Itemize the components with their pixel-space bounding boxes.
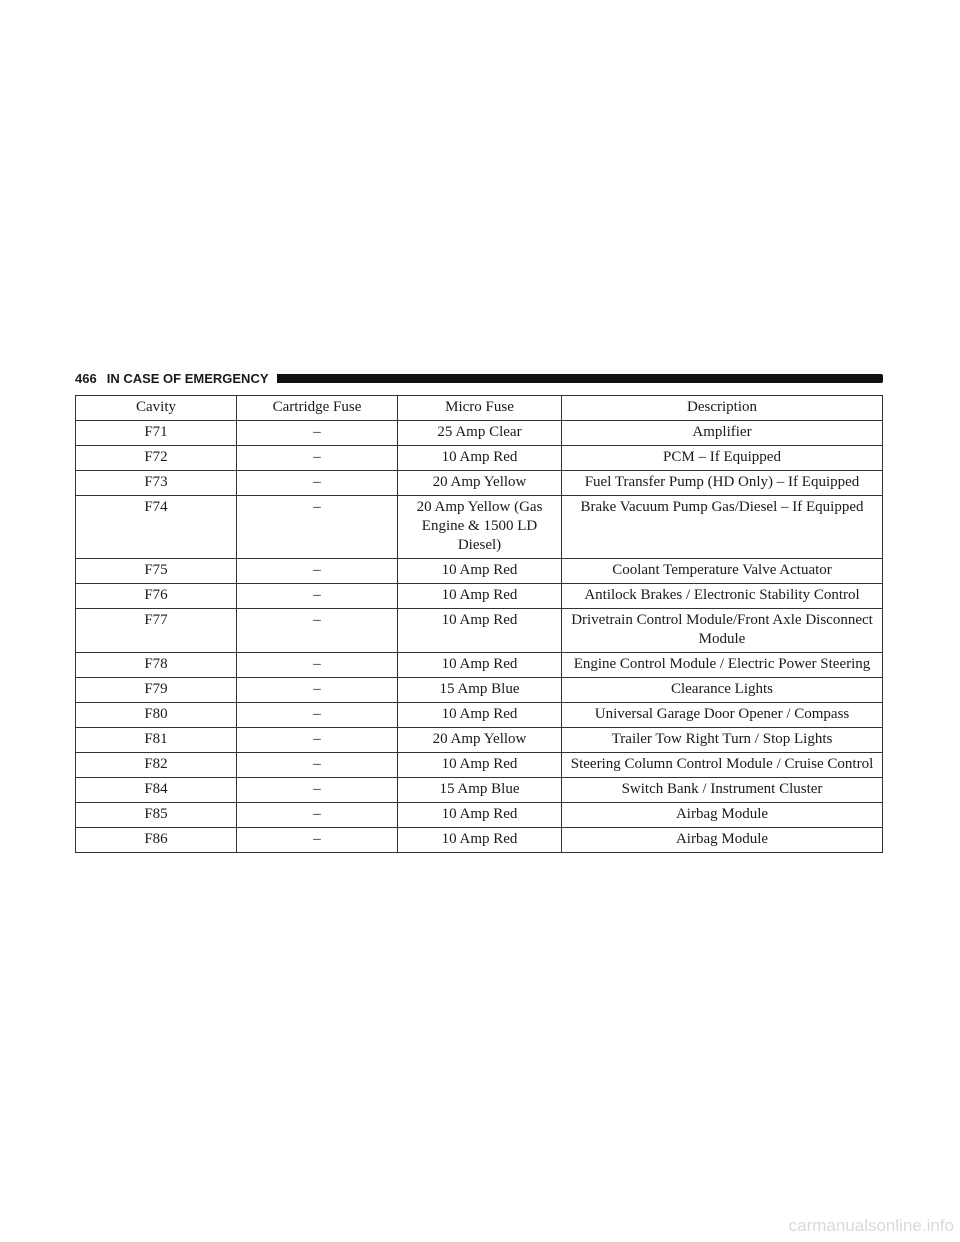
section-title: IN CASE OF EMERGENCY [106,370,269,386]
page-header [75,368,883,388]
table-row [76,446,883,471]
column-header-cartridge-fuse: Cartridge Fuse [237,396,398,421]
cartridge-fuse-cell: – [237,446,398,471]
description-cell: Engine Control Module / Electric Power Steering [562,653,883,678]
table-row [76,471,883,496]
table-row [76,496,883,559]
cartridge-fuse-cell: – [237,496,398,559]
description-cell: Fuel Transfer Pump (HD Only) – If Equipped [562,471,883,496]
description-cell: Airbag Module [562,803,883,828]
micro-fuse-cell: 10 Amp Red [398,609,562,653]
description-cell: Drivetrain Control Module/Front Axle Disconnect Module [562,609,883,653]
cavity-cell: F81 [76,728,237,753]
cartridge-fuse-cell: – [237,609,398,653]
cartridge-fuse-cell: – [237,728,398,753]
table-row [76,778,883,803]
cartridge-fuse-cell: – [237,653,398,678]
table-row [76,584,883,609]
cartridge-fuse-cell: – [237,559,398,584]
description-cell: Steering Column Control Module / Cruise Control [562,753,883,778]
table-body [76,421,883,853]
table-row [76,728,883,753]
cartridge-fuse-cell: – [237,803,398,828]
cavity-cell: F74 [76,496,237,559]
table-row [76,559,883,584]
cavity-cell: F71 [76,421,237,446]
column-header-description: Description [562,396,883,421]
header-rule [277,374,884,383]
table-row [76,703,883,728]
table-row [76,803,883,828]
micro-fuse-cell: 20 Amp Yellow (Gas Engine & 1500 LD Diesel) [398,496,562,559]
cartridge-fuse-cell: – [237,584,398,609]
description-cell: Coolant Temperature Valve Actuator [562,559,883,584]
micro-fuse-cell: 25 Amp Clear [398,421,562,446]
cartridge-fuse-cell: – [237,703,398,728]
description-cell: Brake Vacuum Pump Gas/Diesel – If Equipped [562,496,883,559]
micro-fuse-cell: 15 Amp Blue [398,678,562,703]
micro-fuse-cell: 10 Amp Red [398,703,562,728]
micro-fuse-cell: 10 Amp Red [398,753,562,778]
cartridge-fuse-cell: – [237,778,398,803]
cavity-cell: F73 [76,471,237,496]
table-header-row [76,396,883,421]
description-cell: Amplifier [562,421,883,446]
description-cell: Trailer Tow Right Turn / Stop Lights [562,728,883,753]
description-cell: Antilock Brakes / Electronic Stability Control [562,584,883,609]
cavity-cell: F80 [76,703,237,728]
column-header-micro-fuse: Micro Fuse [398,396,562,421]
table-row [76,753,883,778]
description-cell: Airbag Module [562,828,883,853]
cartridge-fuse-cell: – [237,828,398,853]
description-cell: PCM – If Equipped [562,446,883,471]
micro-fuse-cell: 10 Amp Red [398,828,562,853]
column-header-cavity: Cavity [76,396,237,421]
cartridge-fuse-cell: – [237,753,398,778]
table-row [76,609,883,653]
description-cell: Switch Bank / Instrument Cluster [562,778,883,803]
cavity-cell: F86 [76,828,237,853]
description-cell: Clearance Lights [562,678,883,703]
fuse-table [75,395,883,853]
cavity-cell: F82 [76,753,237,778]
cartridge-fuse-cell: – [237,471,398,496]
cavity-cell: F79 [76,678,237,703]
cavity-cell: F85 [76,803,237,828]
description-cell: Universal Garage Door Opener / Compass [562,703,883,728]
micro-fuse-cell: 20 Amp Yellow [398,728,562,753]
cavity-cell: F75 [76,559,237,584]
cavity-cell: F77 [76,609,237,653]
cavity-cell: F76 [76,584,237,609]
micro-fuse-cell: 10 Amp Red [398,559,562,584]
table-row [76,678,883,703]
table-row [76,828,883,853]
cartridge-fuse-cell: – [237,421,398,446]
table-row [76,421,883,446]
micro-fuse-cell: 10 Amp Red [398,446,562,471]
micro-fuse-cell: 10 Amp Red [398,584,562,609]
micro-fuse-cell: 10 Amp Red [398,803,562,828]
micro-fuse-cell: 15 Amp Blue [398,778,562,803]
cartridge-fuse-cell: – [237,678,398,703]
micro-fuse-cell: 20 Amp Yellow [398,471,562,496]
cavity-cell: F78 [76,653,237,678]
cavity-cell: F84 [76,778,237,803]
cavity-cell: F72 [76,446,237,471]
page-number: 466 [75,370,97,386]
watermark: carmanualsonline.info [788,1216,954,1235]
micro-fuse-cell: 10 Amp Red [398,653,562,678]
table-row [76,653,883,678]
